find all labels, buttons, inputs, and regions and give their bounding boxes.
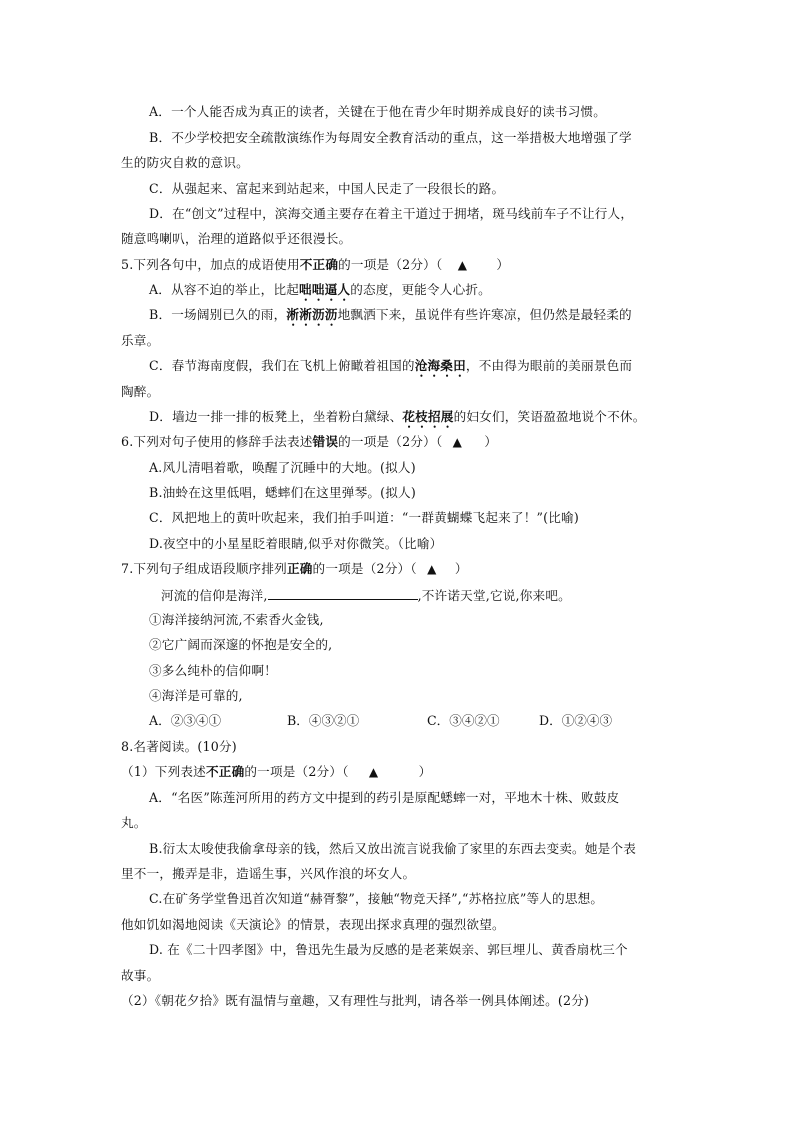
- q6-answer-marker: ▲: [452, 435, 463, 449]
- q7-answer-marker: ▲: [427, 562, 437, 576]
- q5-answer-marker: ▲: [457, 258, 468, 272]
- q6-option-c: C．风把地上的黄叶吹起来，我们拍手叫道：“一群黄蝴蝶飞起来了！”(比喻): [149, 510, 579, 525]
- q5-c-post: ，不由得为眼前的美丽景色而: [465, 358, 633, 373]
- q8-option-c-line1: C.在矿务学堂鲁迅首次知道“赫胥黎”，接触“物竞天择”,“苏格拉底”等人的思想。: [149, 891, 604, 906]
- q4-option-d-line1: D．在“创文”过程中，滨海交通主要存在着主干道过于拥堵，斑马线前车子不让行人，: [149, 206, 634, 221]
- q5-option-a: [149, 282, 491, 304]
- q7-option-b: B．④③②①: [287, 713, 360, 728]
- q7-stem-pre: 7.下列句子组成语段顺序排列: [121, 561, 287, 576]
- q7-option-a: A．②③④①: [149, 713, 222, 728]
- q8-option-d-line2: 故事。: [121, 968, 160, 983]
- q7-sentence-2: ②它广阔而深邃的怀抱是安全的,: [149, 637, 333, 652]
- q5-c-idiom: 沧海桑田: [414, 358, 466, 373]
- q6-close: ）: [484, 434, 498, 449]
- q5-stem-post: 的一项是（2分）（: [338, 257, 443, 272]
- q4-option-b-line2: 生的防灾自救的意识。: [121, 155, 249, 170]
- q4-option-c: C．从强起来、富起来到站起来，中国人民走了一段很长的路。: [149, 181, 505, 196]
- q5-b-idiom: 淅淅沥沥: [286, 307, 338, 322]
- q7-close: ）: [454, 561, 468, 576]
- q7-sentence-1: ①海洋接纳河流,不索香火金钱,: [149, 612, 324, 627]
- q8-close: ）: [418, 764, 432, 779]
- q5-a-post: 的态度，更能令人心折。: [350, 282, 491, 297]
- q7-stem-post: 的一项是（2分）（: [312, 561, 417, 576]
- q7-option-c: C．③④②①: [427, 713, 500, 728]
- q8-option-a-line1: A．“名医”陈莲河所用的药方文中提到的药引是原配蟋蟀一对，平地木十株、败鼓皮: [149, 790, 620, 805]
- q8-stem: 8.名著阅读。(10分): [121, 739, 237, 754]
- q6-stem-post: 的一项是（2分）（: [338, 434, 443, 449]
- q5-stem-pre: 5.下列各句中，加点的成语使用: [121, 257, 300, 272]
- q6-stem: [121, 434, 497, 450]
- q5-stem-bold: 不正确: [299, 257, 339, 272]
- q4-option-b-line1: B．不少学校把安全疏散演练作为每周安全教育活动的重点，这一举措极大地增强了学: [149, 130, 632, 145]
- q8-option-d-line1: D. 在《二十四孝图》中，鲁迅先生最为反感的是老莱娱亲、郭巨埋儿、黄香扇枕三个: [149, 942, 628, 957]
- q6-stem-pre: 6.下列对句子使用的修辞手法表述: [121, 434, 313, 449]
- q7-stem: [121, 561, 468, 577]
- q5-option-b-line1: [149, 307, 632, 329]
- q8-option-c-line2: 他如饥如渴地阅读《天演论》的情景，表现出探求真理的强烈欲望。: [121, 917, 505, 932]
- q5-option-d: [149, 409, 645, 431]
- q6-option-b: B.油蛉在这里低唱，蟋蟀们在这里弹琴。(拟人): [149, 485, 416, 500]
- q7-option-d: D．①②④③: [539, 713, 613, 728]
- q5-b-post: 地飘洒下来，虽说伴有些许寒凉，但仍然是最轻柔的: [337, 307, 632, 322]
- q7-answer-blank[interactable]: [268, 587, 418, 600]
- q8-option-b-line2: 里不一，搬弄是非，造谣生事，兴风作浪的坏女人。: [121, 866, 416, 881]
- q8-answer-marker: ▲: [368, 765, 379, 779]
- q5-stem: [121, 257, 509, 273]
- q6-stem-bold: 错误: [312, 434, 339, 449]
- q5-d-pre: D．墙边一排一排的板凳上，坐着粉白黛绿、: [149, 409, 403, 424]
- q5-close: ）: [496, 257, 510, 272]
- q5-option-b-line2: 乐章。: [121, 333, 160, 348]
- q5-option-c-line1: [149, 358, 632, 380]
- q5-c-pre: C．春节海南度假，我们在飞机上俯瞰着祖国的: [149, 358, 415, 373]
- q7-stem-bold: 正确: [286, 561, 313, 576]
- q7-sentence-3: ③多么纯朴的信仰啊！: [149, 663, 277, 678]
- q5-a-idiom: 咄咄逼人: [299, 282, 351, 297]
- q8-part1-stem: [121, 764, 431, 780]
- q5-option-c-line2: 陶醉。: [121, 384, 160, 399]
- q6-option-a: A.风儿清唱着歌，唤醒了沉睡中的大地。(拟人): [149, 460, 416, 475]
- q4-option-d-line2: 随意鸣喇叭，治理的道路似乎还很漫长。: [121, 231, 352, 246]
- q5-b-pre: B．一场阔别已久的雨，: [149, 307, 287, 322]
- q6-option-d: D.夜空中的小星星眨着眼睛,似乎对你微笑。（比喻）: [149, 536, 443, 551]
- q8-option-b-line1: B.衍太太唆使我偷拿母亲的钱，然后又放出流言说我偷了家里的东西去变卖。她是个表: [149, 841, 637, 856]
- q7-sentence-4: ④海洋是可靠的,: [149, 688, 243, 703]
- q5-a-pre: A．从容不迫的举止，比起: [149, 282, 300, 297]
- q8-p1-post: 的一项是（2分）（: [244, 764, 349, 779]
- q8-option-a-line2: 丸。: [121, 815, 147, 830]
- q7-passage-post: ,不许诺天堂,它说,你来吧。: [417, 588, 571, 603]
- q8-p1-pre: （1）下列表述: [121, 764, 206, 779]
- q8-p1-bold: 不正确: [205, 764, 245, 779]
- q5-d-post: 的妇女们，笑语盈盈地说个不休。: [453, 409, 646, 424]
- q7-passage-pre: 河流的信仰是海洋,: [161, 588, 268, 603]
- q5-d-idiom: 花枝招展: [402, 409, 454, 424]
- q8-part2-stem: （2）《朝花夕拾》既有温情与童趣，又有理性与批判，请各举一例具体阐述。(2分): [121, 993, 590, 1008]
- q7-passage: [161, 587, 571, 604]
- q4-option-a: A．一个人能否成为真正的读者，关键在于他在青少年时期养成良好的读书习惯。: [149, 104, 607, 119]
